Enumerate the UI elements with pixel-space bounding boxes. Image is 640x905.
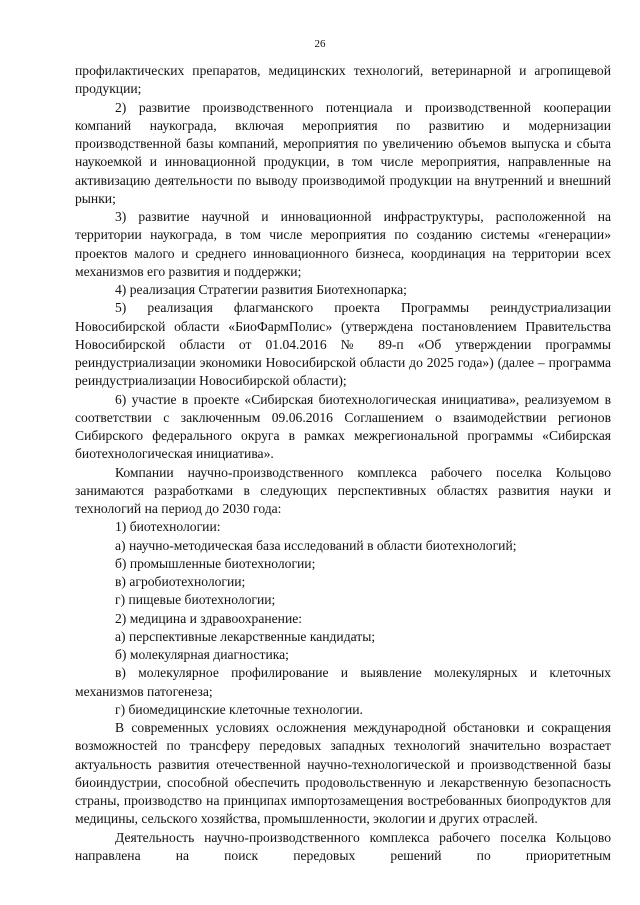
paragraph-item-6: 6) участие в проекте «Сибирская биотехнологическая инициатива», реализуемом в соответствии с заключенным 09.06.2016 Соглашением о взаимодействии регионов Сибирского федерального округа в рамках межрегиональной программы «Сибирская биотехнологическая инициатива».: [75, 391, 611, 462]
list-item-biotech: 1) биотехнологии:: [115, 519, 221, 535]
list-subitem: б) молекулярная диагностика;: [115, 647, 289, 662]
paragraph-item-4: 4) реализация Стратегии развития Биотехнопарка;: [115, 282, 407, 297]
list-subitem: г) пищевые биотехнологии;: [115, 592, 276, 608]
page-number: 26: [314, 38, 326, 50]
list-subitem: в) молекулярное профилирование и выявление молекулярных и клеточных механизмов патогенеза;: [75, 665, 611, 699]
paragraph-item-3: 3) развитие научной и инновационной инфраструктуры, расположенной на территории наукограда, в том числе мероприятия по созданию системы «генерации» проектов малого и среднего инновационного бизнеса, координация на территории всех механизмов его развития и поддержки;: [75, 209, 611, 279]
list-subitem: в) агробиотехнологии;: [115, 574, 246, 589]
list-subitem: а) перспективные лекарственные кандидаты;: [115, 628, 376, 644]
paragraph-modern-conditions: В современных условиях осложнения международной обстановки и сокращения возможностей по трансферу передовых западных технологий значительно возрастает актуальность развития отечественной научно-технологической и производственной базы биоиндустрии, способной обеспечить продовольственную и лекарственную безопасность страны, производство на принципах импортозамещения востребованных биопродуктов для медицины, сельского хозяйства, промышленности, экологии и других отраслей.: [75, 720, 611, 827]
list-item-medicine: 2) медицина и здравоохранение:: [115, 610, 303, 626]
document-body: [75, 62, 611, 865]
paragraph-companies: Компании научно-производственного комплекса рабочего поселка Кольцово занимаются разработками в следующих перспективных областях развития науки и технологий на период до 2030 года:: [75, 464, 611, 516]
list-subitem: б) промышленные биотехнологии;: [115, 555, 316, 571]
paragraph-activity: Деятельность научно-производственного комплекса рабочего поселка Кольцово направлена на поиск передовых решений по приоритетным: [75, 829, 611, 863]
paragraph-item-2: 2) развитие производственного потенциала и производственной кооперации компаний наукограда, включая мероприятия по развитию и модернизации производственной базы компаний, мероприятия по увеличению объемов выпуска и сбыта наукоемкой и инновационной продукции, в том числе мероприятия, направленные на активизацию деятельности по выводу производимой продукции на внутренний и внешний рынки;: [75, 99, 611, 206]
list-subitem: а) научно-методическая база исследований в области биотехнологий;: [115, 537, 517, 553]
paragraph-continuation: профилактических препаратов, медицинских технологий, ветеринарной и агропищевой продукции;: [75, 63, 611, 97]
list-subitem: г) биомедицинские клеточные технологии.: [115, 701, 363, 717]
paragraph-item-5: 5) реализация флагманского проекта Программы реиндустриализации Новосибирской области «БиоФармПолис» (утверждена постановлением Правительства Новосибирской области от 01.04.2016 № 89-п «Об утверждении программы реиндустриализации экономики Новосибирской области до 2025 года») (далее – программа реиндустриализации Новосибирской области);: [75, 300, 611, 389]
